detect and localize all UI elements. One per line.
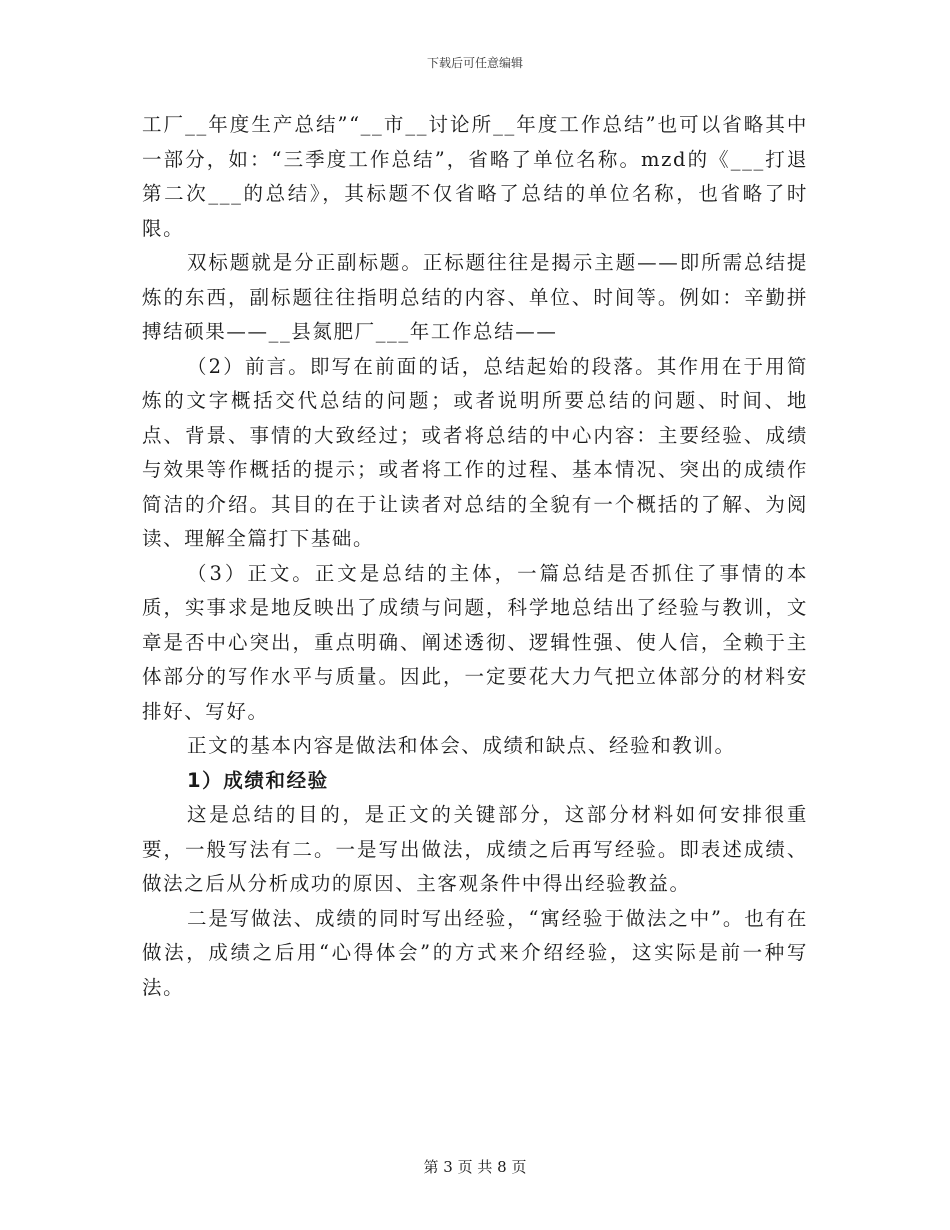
paragraph-main-content: 正文的基本内容是做法和体会、成绩和缺点、经验和教训。 — [187, 734, 736, 757]
paragraph-achievements-method: 二是写做法、成绩的同时写出经验，“寓经验于做法之中”。也有在做法，成绩之后用“心得体会”的方式来介绍经验，这实际是前一种写法。 — [142, 906, 808, 999]
paragraph-preface: （2）前言。即写在前面的话，总结起始的段落。其作用在于用简炼的文字概括交代总结的问题；或者说明所要总结的问题、时间、地点、背景、事情的大致经过；或者将总结的中心内容：主要经验、成绩与效果等作概括的提示；或者将工作的过程、基本情况、突出的成绩作简洁的介绍。其目的在于让读者对总结的全貌有一个概括的了解、为阅读、理解全篇打下基础。 — [142, 354, 808, 550]
paragraph-achievements-purpose: 这是总结的目的，是正文的关键部分，这部分材料如何安排很重要，一般写法有二。一是写出做法，成绩之后再写经验。即表述成绩、做法之后从分析成功的原因、主客观条件中得出经验教益。 — [142, 803, 808, 895]
paragraph-title-omission: 工厂__年度生产总结”“__市__讨论所__年度工作总结”也可以省略其中一部分，如：“三季度工作总结”，省略了单位名称。mzd的《___打退第二次___的总结》，其标题不仅省略了总结的单位名称，也省略了时限。 — [142, 113, 808, 240]
paragraph-double-title: 双标题就是分正副标题。正标题往往是揭示主题——即所需总结提炼的东西，副标题往往指明总结的内容、单位、时间等。例如：辛勤拼搏结硕果——__县氮肥厂___年工作总结—— — [142, 251, 808, 343]
page-header: 下载后可任意编辑 — [426, 56, 523, 70]
page-footer: 第 3 页 共 8 页 — [423, 1158, 527, 1176]
paragraph-main-text: （3）正文。正文是总结的主体，一篇总结是否抓住了事情的本质，实事求是地反映出了成绩与问题，科学地总结出了经验与教训，文章是否中心突出，重点明确、阐述透彻、逻辑性强、使人信，全赖于主体部分的写作水平与质量。因此，一定要花大力气把立体部分的材料安排好、写好。 — [142, 561, 808, 723]
document-body — [142, 108, 808, 1005]
section-heading-achievements: 1）成绩和经验 — [187, 768, 329, 792]
